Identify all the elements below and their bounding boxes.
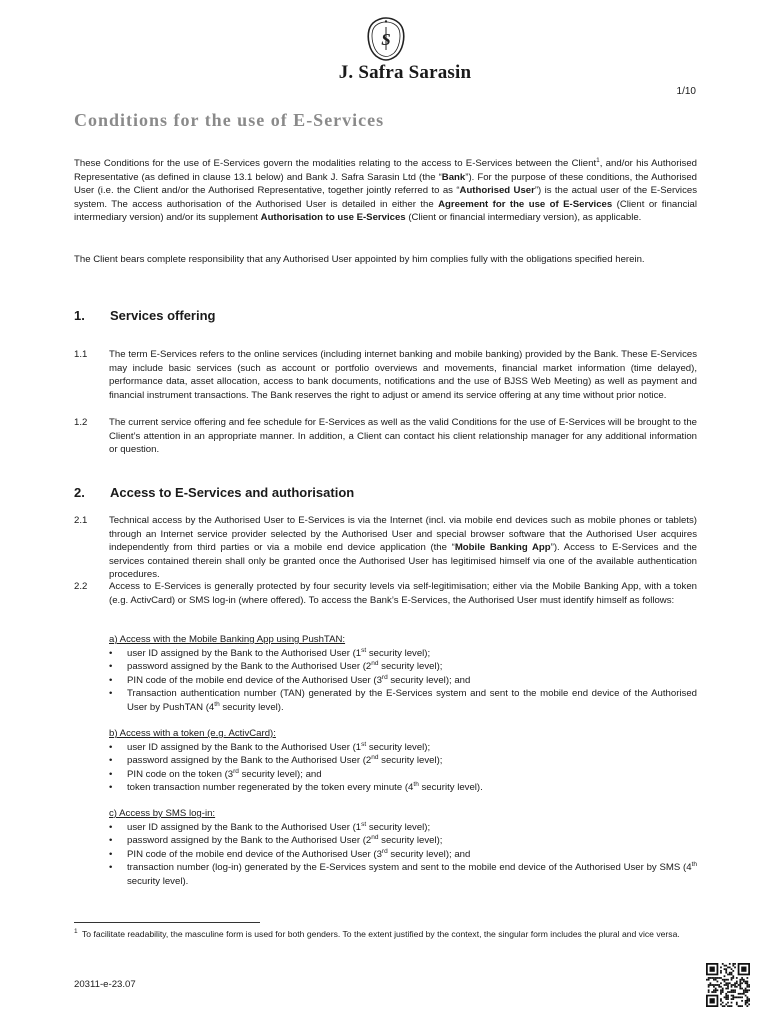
bullet-icon: • bbox=[109, 848, 113, 860]
list-item bbox=[109, 848, 697, 862]
list-item bbox=[109, 754, 697, 768]
list-item bbox=[109, 674, 697, 688]
superscript: 1 bbox=[596, 156, 600, 164]
text-run: ”). For the purpose of these conditions, the Authorised User (i.e. the Client and/or the Authorised Representative, together jointly referred to as “ bbox=[74, 171, 697, 197]
page-indicator: 1/10 bbox=[676, 86, 696, 97]
clause-1-2 bbox=[74, 416, 697, 457]
clause-2-2 bbox=[74, 580, 697, 607]
bullet-icon: • bbox=[109, 647, 113, 659]
superscript: rd bbox=[381, 847, 388, 855]
bold-term: Authorisation to use E-Services bbox=[260, 212, 406, 224]
text-run: These Conditions for the use of E-Services govern the modalities relating to the access to E-Services between the Client bbox=[74, 158, 597, 169]
superscript: th bbox=[691, 861, 697, 869]
svg-text:S: S bbox=[381, 30, 391, 49]
bullet-icon: • bbox=[109, 688, 113, 700]
text-run: security level); and bbox=[387, 674, 471, 686]
list-item bbox=[109, 821, 697, 835]
list-item bbox=[109, 647, 697, 661]
document-code: 20311-e-23.07 bbox=[74, 979, 136, 990]
superscript: th bbox=[214, 700, 220, 708]
text-run: security level); bbox=[378, 661, 443, 673]
list-item bbox=[109, 861, 697, 888]
text-run: security level); bbox=[378, 755, 443, 767]
superscript: nd bbox=[371, 660, 379, 667]
clause-number: 2.2 bbox=[74, 581, 88, 592]
text-run: (Client or financial intermediary version), as applicable. bbox=[405, 212, 642, 224]
clause-number: 2.1 bbox=[74, 515, 88, 526]
text-run: user ID assigned by the Bank to the Authorised User (1 bbox=[127, 647, 362, 659]
text-run: security level); and bbox=[238, 768, 322, 780]
responsibility-paragraph: The Client bears complete responsibility that any Authorised User appointed by him complies fully with the obligations specified herein. bbox=[74, 254, 645, 265]
text-run: security level); bbox=[378, 835, 443, 847]
bullet-icon: • bbox=[109, 755, 113, 767]
list-item bbox=[109, 660, 697, 674]
intro-paragraph bbox=[74, 157, 697, 225]
bullet-icon: • bbox=[109, 821, 113, 833]
access-method-group bbox=[109, 807, 697, 889]
bold-term: Bank bbox=[441, 171, 466, 183]
text-run: security level). bbox=[418, 782, 483, 794]
footnote-text: To facilitate readability, the masculine form is used for both genders. To the extent justified by the context, the singular form includes the plural and vice versa. bbox=[82, 929, 680, 939]
list-item bbox=[109, 687, 697, 714]
section-number: 1. bbox=[74, 308, 85, 323]
bullet-icon: • bbox=[109, 661, 113, 673]
text-run: security level); bbox=[366, 821, 431, 833]
access-method-title: a) Access with the Mobile Banking App using PushTAN: bbox=[109, 634, 346, 645]
section-title: Services offering bbox=[110, 308, 216, 323]
access-method-group bbox=[109, 727, 697, 795]
list-item bbox=[109, 741, 697, 755]
access-method-title: b) Access with a token (e.g. ActivCard): bbox=[109, 728, 276, 739]
footnote-divider bbox=[74, 922, 260, 923]
security-level-list bbox=[109, 821, 697, 889]
text-run: , and/or his Authorised Representative (as defined in clause 13.1 below) and Bank J. Safra Sarasin Ltd (the “ bbox=[74, 158, 697, 183]
superscript: nd bbox=[371, 754, 379, 761]
clause-2-1 bbox=[74, 514, 697, 582]
text-run: ”). Access to E-Services and the services contained therein shall only be granted once the Authorised User has legitimised himself via one of the available authentication procedures. bbox=[109, 542, 698, 581]
clause-text: Access to E-Services is generally protected by four security levels via self-legitimisation; either via the Mobile Banking App, with a token (e.g. ActivCard) or SMS log-in (where offered). To access the Bank’s E-Services, the Authorised User must identify himself as follows: bbox=[109, 581, 697, 606]
footnote-mark: 1 bbox=[74, 928, 78, 935]
access-method-group bbox=[109, 633, 697, 715]
footnote bbox=[74, 928, 697, 940]
text-run: security level); bbox=[366, 741, 431, 753]
clause-number: 1.2 bbox=[74, 417, 88, 428]
text-run: ”) is the actual user of the E-Services system. The access authorisation of the Authorised User is detailed in either the bbox=[74, 185, 697, 210]
section-title: Access to E-Services and authorisation bbox=[110, 485, 355, 500]
text-run: transaction number (log-in) generated by the E-Services system and sent to the mobile end device of the Authorised User by SMS (4 bbox=[127, 862, 692, 874]
security-level-list bbox=[109, 647, 697, 715]
bold-term: Mobile Banking App bbox=[454, 542, 551, 554]
text-run: token transaction number regenerated by the token every minute (4 bbox=[127, 782, 414, 794]
bold-term: Authorised User bbox=[459, 185, 535, 197]
access-method-title: c) Access by SMS log-in: bbox=[109, 808, 216, 819]
bullet-icon: • bbox=[109, 782, 113, 794]
text-run: (Client or financial intermediary version) and/or its supplement bbox=[74, 198, 697, 224]
document-title: Conditions for the use of E-Services bbox=[74, 110, 385, 130]
bullet-icon: • bbox=[109, 741, 113, 753]
section-number: 2. bbox=[74, 485, 85, 500]
superscript: st bbox=[361, 646, 367, 654]
superscript: st bbox=[361, 740, 367, 748]
clause-1-1 bbox=[74, 348, 697, 402]
bullet-icon: • bbox=[109, 768, 113, 780]
list-item bbox=[109, 834, 697, 848]
text-run: security level); bbox=[366, 647, 431, 659]
superscript: rd bbox=[233, 767, 239, 775]
text-run: user ID assigned by the Bank to the Authorised User (1 bbox=[127, 821, 362, 833]
text-run: PIN code of the mobile end device of the Authorised User (3 bbox=[127, 848, 382, 860]
text-run: Transaction authentication number (TAN) generated by the E-Services system and sent to the mobile end device of the Authorised User by PushTAN (4 bbox=[127, 688, 697, 713]
superscript: st bbox=[361, 820, 367, 828]
clause-number: 1.1 bbox=[74, 349, 88, 360]
bullet-icon: • bbox=[109, 674, 113, 686]
bold-term: Agreement for the use of E-Services bbox=[438, 198, 613, 210]
clause-text: The current service offering and fee schedule for E-Services as well as the valid Conditions for the use of E-Services will be brought to the Client’s attention in an appropriate manner. In addition, a Client can contact his client relationship manager for any additional information or question. bbox=[109, 417, 697, 456]
seal-emblem-icon bbox=[365, 16, 407, 62]
text-run: password assigned by the Bank to the Authorised User (2 bbox=[127, 835, 372, 847]
section-1-heading bbox=[74, 308, 216, 323]
text-run: PIN code of the mobile end device of the Authorised User (3 bbox=[127, 674, 382, 686]
text-run: Technical access by the Authorised User to E-Services is via the Internet (incl. via mobile end devices such as mobile phones or tablets) through an Internet service provider selected by the Authorised User and special browser software that the Authorised User acquires independently from third parties or via a mobile end device application (the “ bbox=[109, 515, 697, 554]
text-run: PIN code on the token (3 bbox=[127, 768, 234, 780]
bullet-icon: • bbox=[109, 862, 113, 874]
superscript: th bbox=[413, 781, 419, 789]
section-2-heading bbox=[74, 485, 354, 500]
text-run: password assigned by the Bank to the Authorised User (2 bbox=[127, 661, 372, 673]
brand-wordmark: J. Safra Sarasin bbox=[338, 62, 472, 83]
text-run: user ID assigned by the Bank to the Authorised User (1 bbox=[127, 741, 362, 753]
clause-text bbox=[109, 514, 697, 582]
text-run: security level). bbox=[127, 875, 189, 887]
text-run: password assigned by the Bank to the Authorised User (2 bbox=[127, 755, 372, 767]
clause-text: The term E-Services refers to the online services (including internet banking and mobile banking) provided by the Bank. These E-Services may include basic services (such as account or portfolio overviews and movements, financial market information (time delayed), performance data, asset allocation, access to bank documents, notifications and the use of BJSS Web Meeting) as well as payment and financial instrument transactions. The Bank reserves the right to adjust or amend its service offering at any time without prior notice. bbox=[109, 349, 697, 401]
list-item bbox=[109, 768, 697, 782]
bullet-icon: • bbox=[109, 835, 113, 847]
text-run: security level); and bbox=[387, 848, 471, 860]
superscript: rd bbox=[381, 673, 388, 681]
superscript: nd bbox=[371, 834, 379, 841]
security-level-list bbox=[109, 741, 697, 795]
list-item bbox=[109, 781, 697, 795]
qr-code-icon bbox=[706, 963, 750, 1007]
text-run: security level). bbox=[219, 701, 284, 713]
